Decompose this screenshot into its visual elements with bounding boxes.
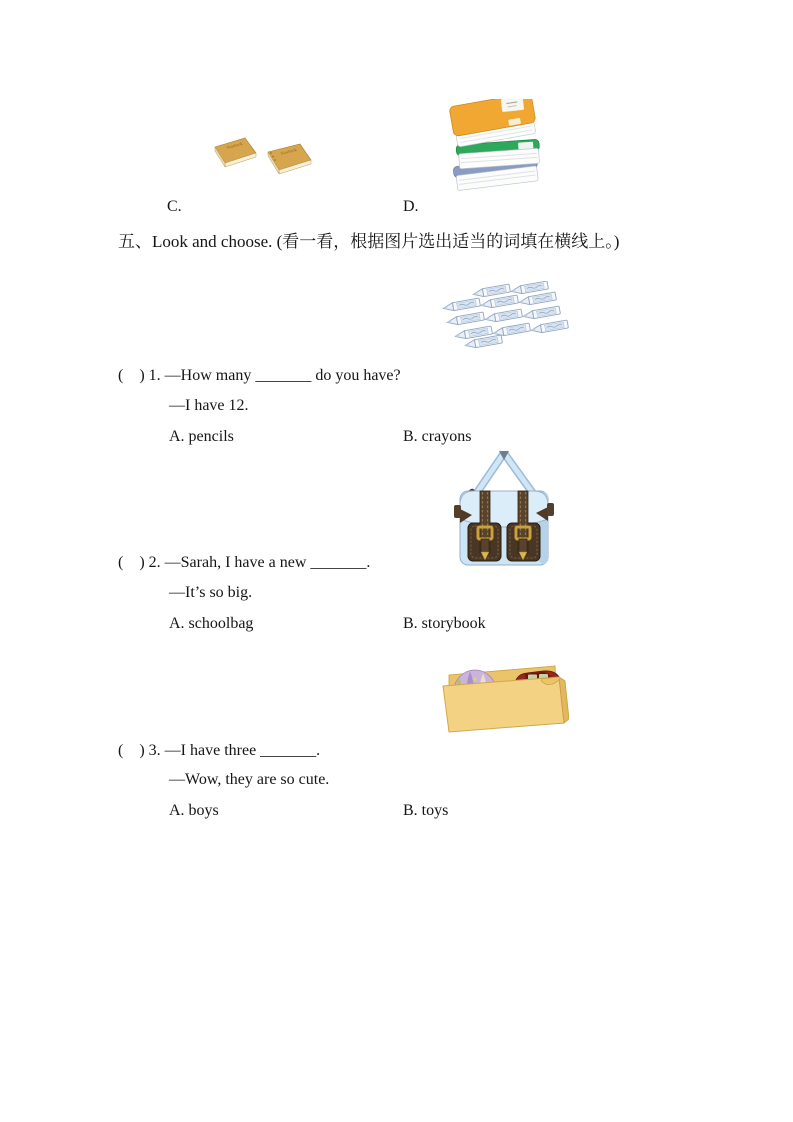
- question-3-option-b: B. toys: [403, 802, 449, 819]
- option-d-label: D.: [403, 198, 419, 215]
- question-1-option-a: A. pencils: [169, 428, 234, 445]
- section-title: 五、Look and choose. (看一看，根据图片选出适当的词填在横线上。): [118, 232, 620, 251]
- question-1-option-b: B. crayons: [403, 428, 472, 445]
- question-3-line2: —Wow, they are so cute.: [169, 771, 330, 788]
- crayons-illustration: [432, 281, 572, 351]
- notebook-right: [268, 144, 311, 174]
- svg-text:Notebook: Notebook: [279, 146, 298, 156]
- question-2-option-a: A. schoolbag: [169, 615, 254, 632]
- question-2-line2: —It’s so big.: [169, 584, 253, 601]
- option-c-label: C.: [167, 198, 182, 215]
- notebooks-illustration: [210, 132, 322, 178]
- books-stack-illustration: [437, 99, 543, 198]
- toybox-illustration: [437, 653, 569, 733]
- question-1-line2: —I have 12.: [169, 397, 249, 414]
- schoolbag-illustration: [447, 449, 561, 573]
- question-3-line1: ( ) 3. —I have three _______.: [118, 742, 321, 759]
- question-1-line1: ( ) 1. —How many _______ do you have?: [118, 367, 401, 384]
- svg-text:Notebook: Notebook: [225, 140, 244, 150]
- notebook-left: [215, 138, 256, 167]
- question-2-line1: ( ) 2. —Sarah, I have a new _______.: [118, 554, 371, 571]
- question-3-option-a: A. boys: [169, 802, 219, 819]
- question-2-option-b: B. storybook: [403, 615, 486, 632]
